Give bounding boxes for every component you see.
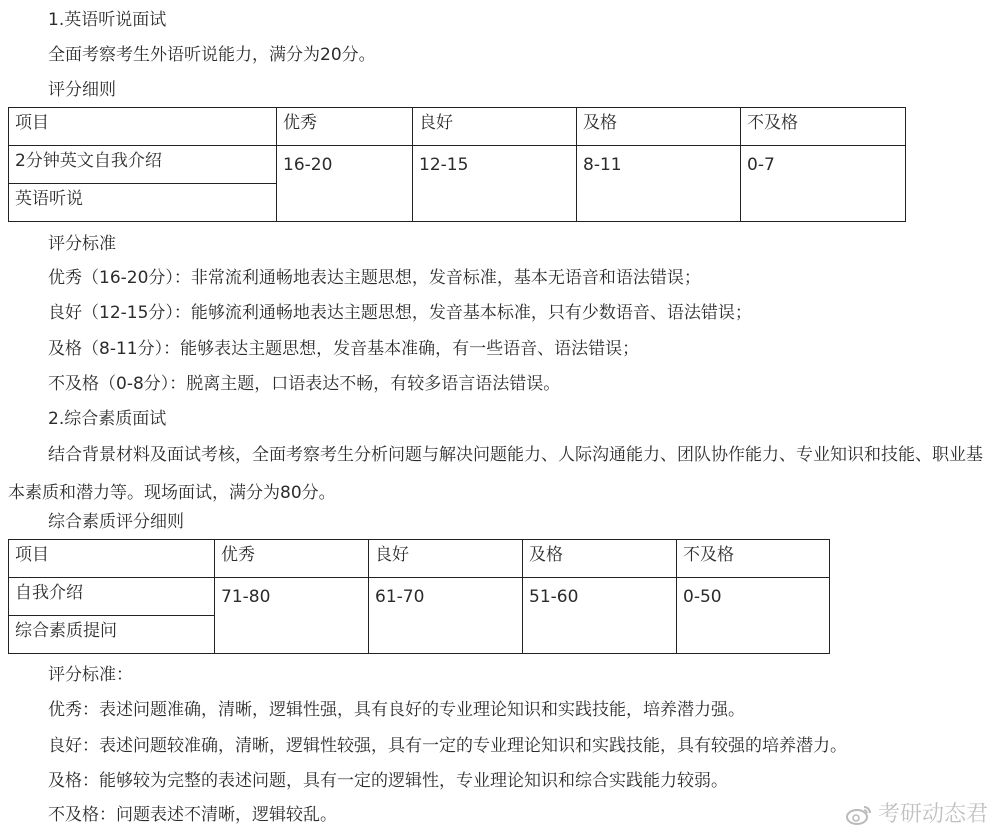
section1-criteria-title: 评分标准 bbox=[48, 234, 116, 254]
criteria-good: 良好：表述问题较准确，清晰，逻辑性较强，具有一定的专业理论知识和实践技能，具有较强的培养潜力。 bbox=[48, 736, 847, 756]
criteria-fail: 不及格（0-8分）：脱离主题，口语表达不畅，有较多语言语法错误。 bbox=[48, 374, 561, 394]
row-item-quality-questions: 综合素质提问 bbox=[9, 616, 215, 654]
section2-title: 2.综合素质面试 bbox=[48, 409, 167, 429]
section2-description: 结合背景材料及面试考核，全面考察考生分析问题与解决问题能力、人际沟通能力、团队协作能力、专业知识和技能、职业基本素质和潜力等。现场面试，满分为80分。 bbox=[8, 445, 983, 503]
table-row bbox=[9, 146, 906, 184]
overall-quality-scoring-table bbox=[8, 539, 830, 654]
table-header-row bbox=[9, 108, 906, 146]
score-fail: 0-50 bbox=[677, 578, 830, 654]
header-good: 良好 bbox=[369, 540, 523, 578]
score-pass: 51-60 bbox=[523, 578, 677, 654]
score-excellent: 16-20 bbox=[277, 146, 413, 222]
table-row bbox=[9, 578, 830, 616]
score-excellent: 71-80 bbox=[215, 578, 369, 654]
header-good: 良好 bbox=[413, 108, 577, 146]
header-excellent: 优秀 bbox=[215, 540, 369, 578]
criteria-excellent: 优秀（16-20分）：非常流利通畅地表达主题思想，发音标准，基本无语音和语法错误； bbox=[48, 268, 701, 288]
score-fail: 0-7 bbox=[741, 146, 906, 222]
header-pass: 及格 bbox=[577, 108, 741, 146]
watermark-text: 考研动态君 bbox=[877, 802, 988, 827]
section1-title: 1.英语听说面试 bbox=[48, 10, 167, 30]
criteria-pass: 及格（8-11分）：能够表达主题思想，发音基本准确，有一些语音、语法错误； bbox=[48, 339, 640, 359]
header-pass: 及格 bbox=[523, 540, 677, 578]
section2-rubric-title: 综合素质评分细则 bbox=[48, 512, 184, 532]
section2-criteria-title: 评分标准： bbox=[48, 665, 133, 685]
row-item-listening-speaking: 英语听说 bbox=[9, 184, 277, 222]
score-pass: 8-11 bbox=[577, 146, 741, 222]
weibo-logo-icon bbox=[846, 804, 872, 826]
header-excellent: 优秀 bbox=[277, 108, 413, 146]
header-fail: 不及格 bbox=[741, 108, 906, 146]
criteria-excellent: 优秀：表述问题准确，清晰，逻辑性强，具有良好的专业理论知识和实践技能，培养潜力强。 bbox=[48, 700, 745, 720]
header-fail: 不及格 bbox=[677, 540, 830, 578]
section1-rubric-title: 评分细则 bbox=[48, 80, 116, 100]
header-item: 项目 bbox=[9, 108, 277, 146]
criteria-good: 良好（12-15分）：能够流利通畅地表达主题思想，发音基本标准，只有少数语音、语法错误； bbox=[48, 303, 752, 323]
score-good: 12-15 bbox=[413, 146, 577, 222]
english-scoring-table bbox=[8, 107, 906, 222]
criteria-fail: 不及格：问题表述不清晰，逻辑较乱。 bbox=[48, 805, 337, 825]
watermark bbox=[846, 797, 988, 828]
section1-description: 全面考察考生外语听说能力，满分为20分。 bbox=[48, 45, 376, 65]
score-good: 61-70 bbox=[369, 578, 523, 654]
criteria-pass: 及格：能够较为完整的表述问题，具有一定的逻辑性，专业理论知识和综合实践能力较弱。 bbox=[48, 771, 728, 791]
header-item: 项目 bbox=[9, 540, 215, 578]
row-item-self-intro: 自我介绍 bbox=[9, 578, 215, 616]
table-header-row bbox=[9, 540, 830, 578]
row-item-self-intro: 2分钟英文自我介绍 bbox=[9, 146, 277, 184]
